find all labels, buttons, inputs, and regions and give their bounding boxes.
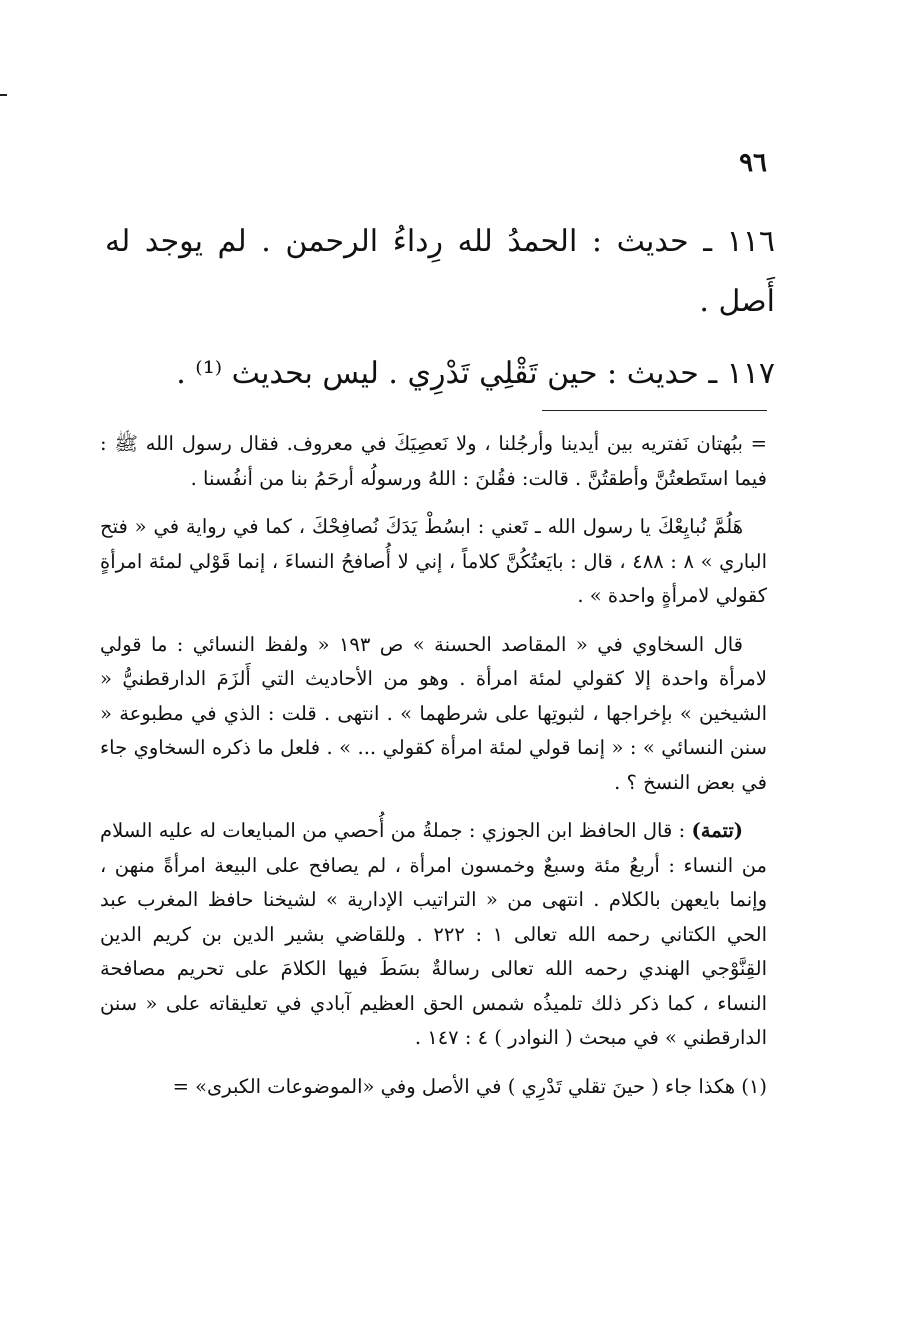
- tatimma-label: (تتمة): [691, 819, 744, 842]
- note-paragraph-tatimma: [100, 814, 767, 1056]
- footnote-1: (١) هكذا جاء ( حينَ تقلي تَدْرِي ) في الأصل وفي «الموضوعات الكبرى» =: [172, 1074, 767, 1098]
- footnote-separator: [542, 410, 767, 411]
- tatimma-text: : قال الحافظ ابن الجوزي : جملةُ من أُحصي من المبايعات له عليه السلام من النساء : أربعُ مئة وسبعٌ وخمسون امرأة ، لم يصافح على البيعة امرأةً منهن ، وإنما بايعهن بالكلام . انتهى من « التراتيب الإدارية » لشيخنا حافظ المغرب عبد الحي الكتاني رحمه الله تعالى ١ : ٢٢٢ . وللقاضي بشير الدين بن كريم الدين القِنَّوْجي الهندي رحمه الله تعالى رسالةٌ بسَطَ فيها الكلامَ على تحريم مصافحة النساء ، كما ذكر ذلك تلميذُه شمس الحق العظيم آبادي في تعليقاته على « سنن الدارقطني » في مبحث ( النوادر ) ٤ : ١٤٧ .: [100, 819, 768, 1049]
- footnotes: [100, 427, 767, 1104]
- hadith-116: ١١٦ ـ حديث : الحمدُ لله رِداءُ الرحمن . لم يوجد له أَصل .: [105, 224, 775, 319]
- note-paragraph-hallumma: هَلُمَّ نُبايِعْكَ يا رسول الله ـ تَعني : ابسُطْ يَدَكَ نُصافِحْكَ ، كما في رواية في « فتح الباري » ٨ : ٤٨٨ ، قال : بايَعتُكُنَّ كلاماً ، إني لا أُصافحُ النساءَ ، إنما قَوْلي لمئة امرأةٍ كقولي لامرأةٍ واحدة » .: [100, 515, 767, 607]
- note-paragraph-sakhawi: قال السخاوي في « المقاصد الحسنة » ص ١٩٣ « ولفظ النسائي : ما قولي لامرأة واحدة إلا كقولي لمئة امرأة . وهو من الأحاديث التي أَلزَمَ الدارقطنيُّ « الشيخين » بإخراجها ، لثبوتِها على شرطهما » . انتهى . قلت : الذي في مطبوعة « سنن النسائي » : « إنما قولي لمئة امرأة كقولي ... » . فلعل ما ذكره السخاوي جاء في بعض النسخ ؟ .: [100, 632, 767, 794]
- main-text: [105, 212, 775, 416]
- note-paragraph-continuation: = ببُهتان نَفتريه بين أيدينا وأرجُلنا ، ولا نَعصِيَكَ في معروف. فقال رسول الله ﷺ : فيما استَطعتُنَّ وأطقتُنَّ . قالت: فقُلنَ : اللهُ ورسولُه أرحَمُ بنا من أنفُسنا .: [100, 432, 767, 490]
- hadith-117: ١١٧ ـ حديث : حين تَقْلِي تَدْرِي . ليس بحديث ⁽¹⁾ .: [176, 356, 775, 391]
- margin-mark: [0, 94, 7, 96]
- page-number: ٩٦: [739, 148, 767, 178]
